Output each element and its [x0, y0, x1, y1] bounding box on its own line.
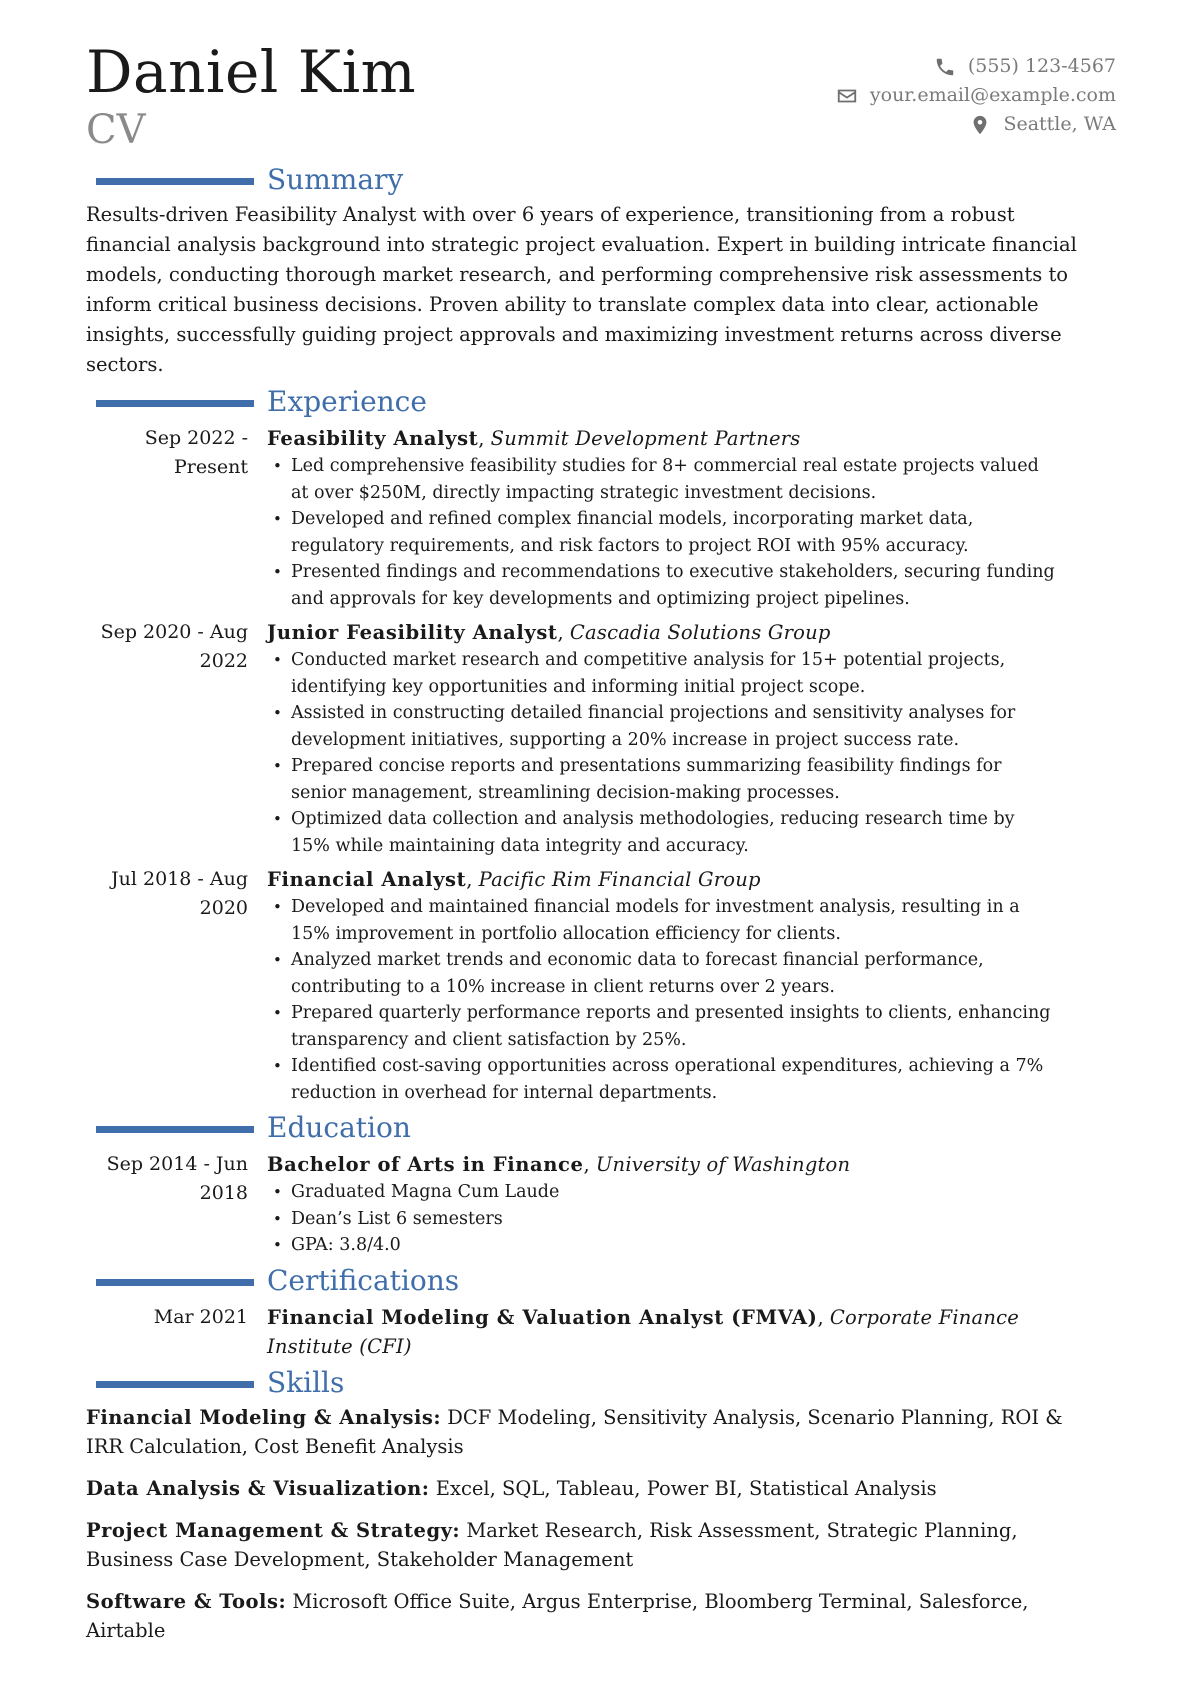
skills-heading [86, 1367, 1116, 1403]
job-title: Junior Feasibility Analyst [267, 621, 558, 644]
skill-row [86, 1403, 1096, 1461]
contact-block [836, 52, 1116, 139]
entry-body [267, 865, 1116, 1106]
summary-text: Results-driven Feasibility Analyst with over 6 years of experience, transitioning from a robust financial analysis background into strategic project evaluation. Expert in building intricate financial models, conducting thorough market research, and performing comprehensive risk assessments to inform critical business decisions. Proven ability to translate complex data into clear, actionable insights, successfully guiding project approvals and maximizing investment returns across diverse sectors. [86, 203, 1077, 376]
employer: Summit Development Partners [490, 427, 801, 450]
bullet-list [267, 647, 1116, 859]
contact-email [836, 81, 1116, 110]
employer: Cascadia Solutions Group [569, 621, 831, 644]
section-accent-bar [96, 178, 254, 185]
skill-value: Microsoft Office Suite, Argus Enterprise, Bloomberg Terminal, Salesforce, Airtable [86, 1589, 1029, 1642]
skill-value: Market Research, Risk Assessment, Strategic Planning, Business Case Development, Stakeholder Management [86, 1518, 1018, 1571]
document-subtitle: CV [86, 107, 146, 153]
skill-row [86, 1474, 1096, 1503]
candidate-name: Daniel Kim [86, 38, 417, 106]
entry-title: Junior Feasibility Analyst, Cascadia Solutions Group [267, 621, 831, 644]
bullet-item: • Graduated Magna Cum Laude [267, 1179, 1056, 1206]
bullet-item: • Conducted market research and competitive analysis for 15+ potential projects, identifying key opportunities and informing initial project scope. [267, 647, 1056, 700]
skill-row [86, 1587, 1096, 1645]
certification-title: Financial Modeling & Valuation Analyst (FMVA) [267, 1305, 818, 1329]
bullet-item: • Optimized data collection and analysis methodologies, reducing research time by 15% while maintaining data integrity and accuracy. [267, 806, 1056, 859]
section-title: Summary [267, 163, 404, 196]
entry-title: Financial Modeling & Valuation Analyst (FMVA), Corporate Finance Institute (CFI) [267, 1305, 1019, 1358]
envelope-icon [836, 85, 858, 107]
entry-body [267, 1303, 1116, 1361]
skill-label: Project Management & Strategy: [86, 1518, 461, 1542]
contact-location [836, 110, 1116, 139]
bullet-item: • Analyzed market trends and economic data to forecast financial performance, contributing to a 10% increase in client returns over 2 years. [267, 947, 1056, 1000]
experience-entry [86, 424, 1116, 612]
summary-heading [86, 164, 1116, 200]
bullet-item: • Identified cost-saving opportunities across operational expenditures, achieving a 7% reduction in overhead for internal departments. [267, 1053, 1056, 1106]
section-accent-bar [96, 1381, 254, 1388]
section-accent-bar [96, 1126, 254, 1133]
email-text[interactable]: your.email@example.com [869, 84, 1116, 106]
skill-label: Financial Modeling & Analysis: [86, 1405, 442, 1429]
location-text: Seattle, WA [1003, 113, 1116, 135]
skill-label: Data Analysis & Visualization: [86, 1476, 430, 1500]
resume-page [86, 40, 1116, 1658]
employer: Pacific Rim Financial Group [478, 868, 761, 891]
entry-body [267, 618, 1116, 859]
entry-body [267, 424, 1116, 612]
skill-row [86, 1516, 1096, 1574]
bullet-item: • Led comprehensive feasibility studies for 8+ commercial real estate projects valued at over $250M, directly impacting strategic investment decisions. [267, 453, 1056, 506]
section-title: Certifications [267, 1263, 460, 1297]
job-title: Financial Analyst [267, 868, 467, 891]
bullet-item: • GPA: 3.8/4.0 [267, 1232, 1056, 1259]
map-pin-icon [969, 114, 991, 136]
entry-date: Sep 2014 - Jun 2018 [106, 1153, 248, 1204]
bullet-item: • Prepared quarterly performance reports and presented insights to clients, enhancing transparency and client satisfaction by 25%. [267, 1000, 1056, 1053]
certifications-heading [86, 1265, 1116, 1301]
section-title: Skills [267, 1365, 345, 1399]
contact-phone [836, 52, 1116, 81]
entry-title: Feasibility Analyst, Summit Development Partners [267, 427, 801, 450]
bullet-item: • Assisted in constructing detailed financial projections and sensitivity analyses for development initiatives, supporting a 20% increase in project success rate. [267, 700, 1056, 753]
entry-date: Mar 2021 [153, 1305, 248, 1328]
experience-entry [86, 865, 1116, 1106]
job-title: Feasibility Analyst [267, 427, 479, 450]
section-title: Experience [267, 385, 427, 418]
bullet-list [267, 1179, 1116, 1259]
experience-heading [86, 386, 1116, 422]
education-entry [86, 1150, 1116, 1259]
section-accent-bar [96, 400, 254, 407]
bullet-item: • Dean’s List 6 semesters [267, 1206, 1056, 1233]
bullet-item: • Presented findings and recommendations to executive stakeholders, securing funding and approvals for key developments and optimizing project pipelines. [267, 559, 1056, 612]
section-accent-bar [96, 1279, 254, 1286]
entry-date: Sep 2020 - Aug 2022 [100, 621, 248, 672]
bullet-item: • Developed and refined complex financial models, incorporating market data, regulatory requirements, and risk factors to project ROI with 95% accuracy. [267, 506, 1056, 559]
skill-label: Software & Tools: [86, 1589, 287, 1613]
experience-entry [86, 618, 1116, 859]
phone-icon [934, 56, 956, 78]
skill-value: Excel, SQL, Tableau, Power BI, Statistical Analysis [435, 1476, 937, 1500]
entry-body [267, 1150, 1116, 1259]
bullet-list [267, 453, 1116, 612]
skill-value: DCF Modeling, Sensitivity Analysis, Scenario Planning, ROI & IRR Calculation, Cost Benefit Analysis [86, 1405, 1063, 1458]
institution: University of Washington [595, 1153, 851, 1176]
phone-text[interactable]: (555) 123-4567 [967, 55, 1116, 77]
entry-title: Financial Analyst, Pacific Rim Financial Group [267, 868, 761, 891]
resume-header [86, 40, 1116, 158]
bullet-item: • Prepared concise reports and presentations summarizing feasibility findings for senior management, streamlining decision-making processes. [267, 753, 1056, 806]
section-title: Education [267, 1111, 411, 1144]
entry-title: Bachelor of Arts in Finance, University of Washington [267, 1153, 851, 1176]
issuer: Corporate Finance Institute (CFI) [267, 1305, 1019, 1358]
entry-date: Jul 2018 - Aug 2020 [111, 868, 248, 919]
bullet-item: • Developed and maintained financial models for investment analysis, resulting in a 15% improvement in portfolio allocation efficiency for clients. [267, 894, 1056, 947]
entry-date: Sep 2022 - Present [144, 427, 248, 478]
education-heading [86, 1112, 1116, 1148]
bullet-list [267, 894, 1116, 1106]
degree-title: Bachelor of Arts in Finance [267, 1153, 584, 1176]
certification-entry [86, 1303, 1116, 1361]
